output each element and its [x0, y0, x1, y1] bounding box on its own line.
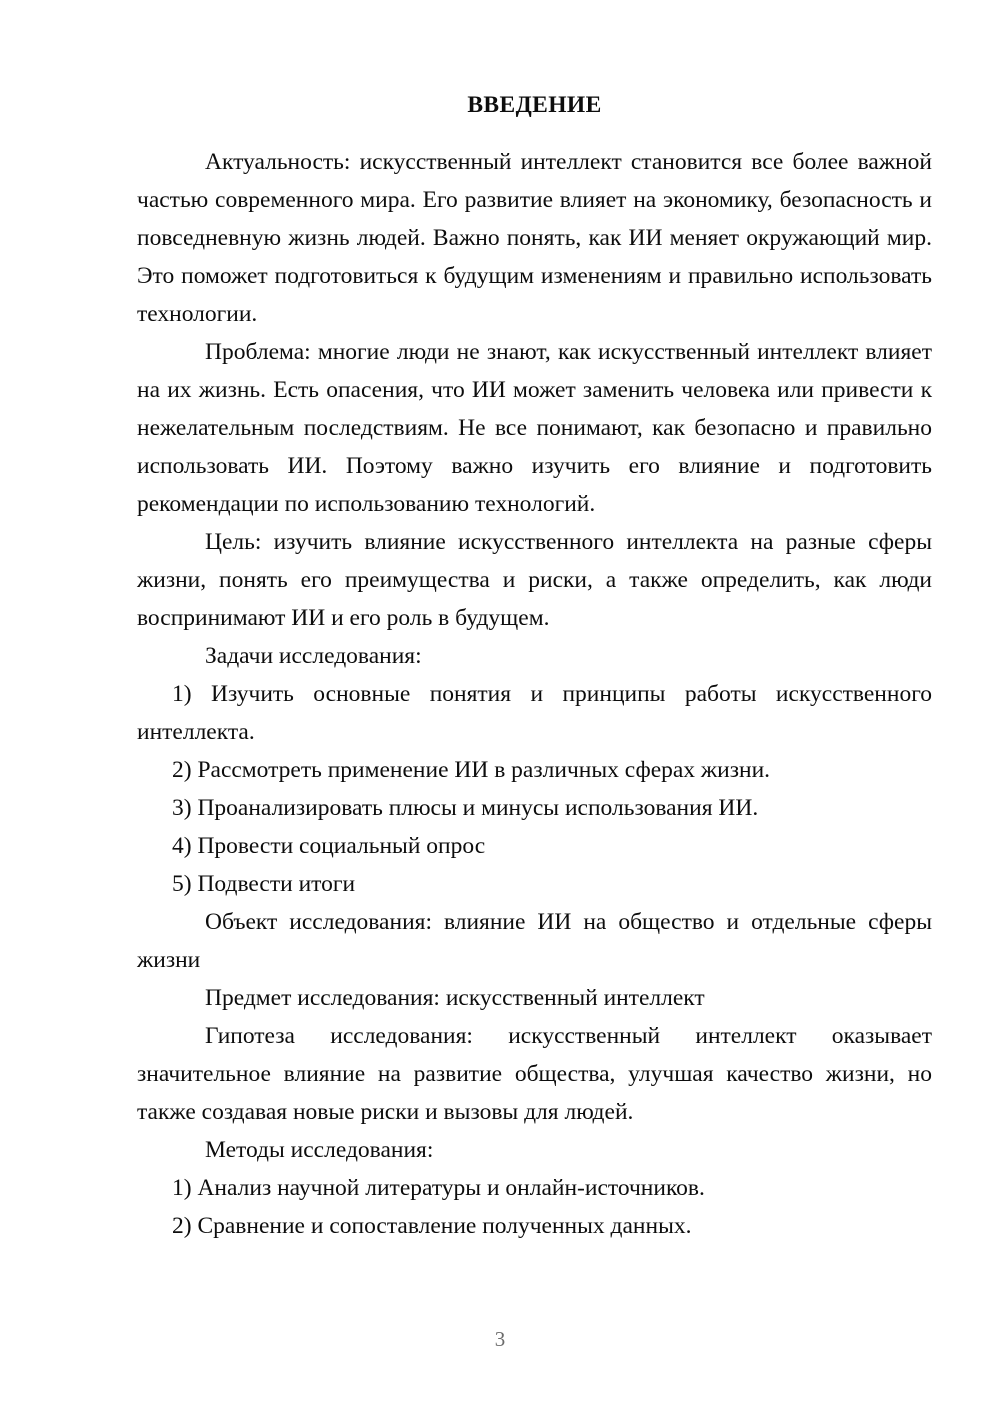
paragraph-tasks-heading: Задачи исследования: — [205, 643, 422, 669]
paragraph-problem: Проблема: многие люди не знают, как искусственный интеллект влияет на их жизнь. Есть опасения, что ИИ может заменить человека или привести к нежелательным последствиям. Не все понимают, как безопасно и правильно использовать ИИ. Поэтому важно изучить его влияние и подготовить рекомендации по использованию технологий. — [137, 339, 932, 517]
paragraph-hypothesis: Гипотеза исследования: искусственный интеллект оказывает значительное влияние на развитие общества, улучшая качество жизни, но также создавая новые риски и вызовы для людей. — [137, 1023, 932, 1125]
paragraph-subject: Предмет исследования: искусственный интеллект — [205, 985, 705, 1011]
paragraph-method-2: 2) Сравнение и сопоставление полученных данных. — [172, 1213, 692, 1239]
page-title: ВВЕДЕНИЕ — [467, 92, 602, 118]
paragraph-methods-heading: Методы исследования: — [205, 1137, 434, 1163]
paragraph-list — [137, 143, 932, 1245]
paragraph-task-1: 1) Изучить основные понятия и принципы работы искусственного интеллекта. — [137, 681, 932, 745]
document-body — [137, 86, 932, 1245]
paragraph-relevance: Актуальность: искусственный интеллект становится все более важной частью современного мира. Его развитие влияет на экономику, безопасность и повседневную жизнь людей. Важно понять, как ИИ меняет окружающий мир. Это поможет подготовиться к будущим изменениям и правильно использовать технологии. — [137, 149, 932, 327]
paragraph-goal: Цель: изучить влияние искусственного интеллекта на разные сферы жизни, понять его преимущества и риски, а также определить, как люди воспринимают ИИ и его роль в будущем. — [137, 529, 932, 631]
paragraph-method-1: 1) Анализ научной литературы и онлайн-источников. — [172, 1175, 705, 1201]
paragraph-task-5: 5) Подвести итоги — [172, 871, 356, 897]
paragraph-task-4: 4) Провести социальный опрос — [172, 833, 486, 859]
paragraph-object: Объект исследования: влияние ИИ на общество и отдельные сферы жизни — [137, 909, 932, 973]
page-number: 3 — [494, 1327, 506, 1351]
paragraph-task-3: 3) Проанализировать плюсы и минусы использования ИИ. — [172, 795, 759, 821]
paragraph-task-2: 2) Рассмотреть применение ИИ в различных сферах жизни. — [172, 757, 771, 783]
